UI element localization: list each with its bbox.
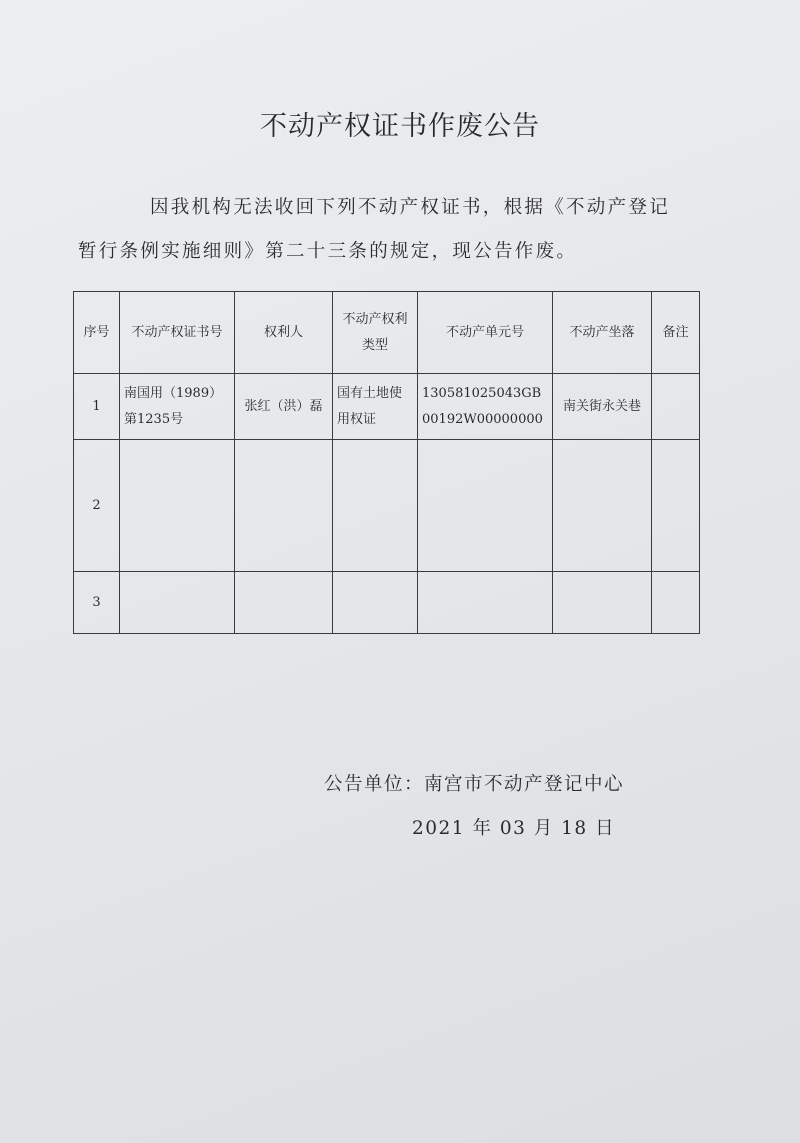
header-cell: 不动产坐落 [553, 292, 652, 374]
table-header-row [74, 292, 700, 374]
cell-holder: 张红（洪）磊 [235, 374, 333, 440]
header-cell: 不动产单元号 [418, 292, 553, 374]
cell-empty [120, 572, 235, 634]
header-cell: 不动产权证书号 [120, 292, 235, 374]
cell-empty [333, 440, 418, 572]
cell-empty [553, 440, 652, 572]
cell-unit-no: 130581025043GB00192W00000000 [418, 374, 553, 440]
certificate-table [73, 291, 700, 634]
cell-remark [652, 374, 700, 440]
cell-empty [652, 440, 700, 572]
cell-index: 1 [74, 374, 120, 440]
cell-empty [553, 572, 652, 634]
notice-body: 因我机构无法收回下列不动产权证书，根据《不动产登记暂行条例实施细则》第二十三条的规定，现公告作废。 [78, 197, 671, 262]
cell-empty [652, 572, 700, 634]
date: 2021 年 03 月 18 日 [412, 818, 616, 839]
cell-location: 南关街永关巷 [553, 374, 652, 440]
table-row [74, 374, 700, 440]
header-cell: 不动产权利类型 [333, 292, 418, 374]
cell-empty [418, 572, 553, 634]
cell-empty [120, 440, 235, 572]
header-cell: 权利人 [235, 292, 333, 374]
notice-title: 不动产权证书作废公告 [260, 111, 540, 142]
cell-empty [235, 572, 333, 634]
cell-empty [235, 440, 333, 572]
table-row [74, 440, 700, 572]
cell-right-type: 国有土地使用权证 [333, 374, 418, 440]
issuer: 公告单位：南宫市不动产登记中心 [324, 774, 625, 795]
cell-index: 3 [74, 572, 120, 634]
header-cell: 备注 [652, 292, 700, 374]
cell-index: 2 [74, 440, 120, 572]
header-cell: 序号 [74, 292, 120, 374]
cell-cert-no: 南国用（1989）第1235号 [120, 374, 235, 440]
table-row [74, 572, 700, 634]
cell-empty [333, 572, 418, 634]
cell-empty [418, 440, 553, 572]
